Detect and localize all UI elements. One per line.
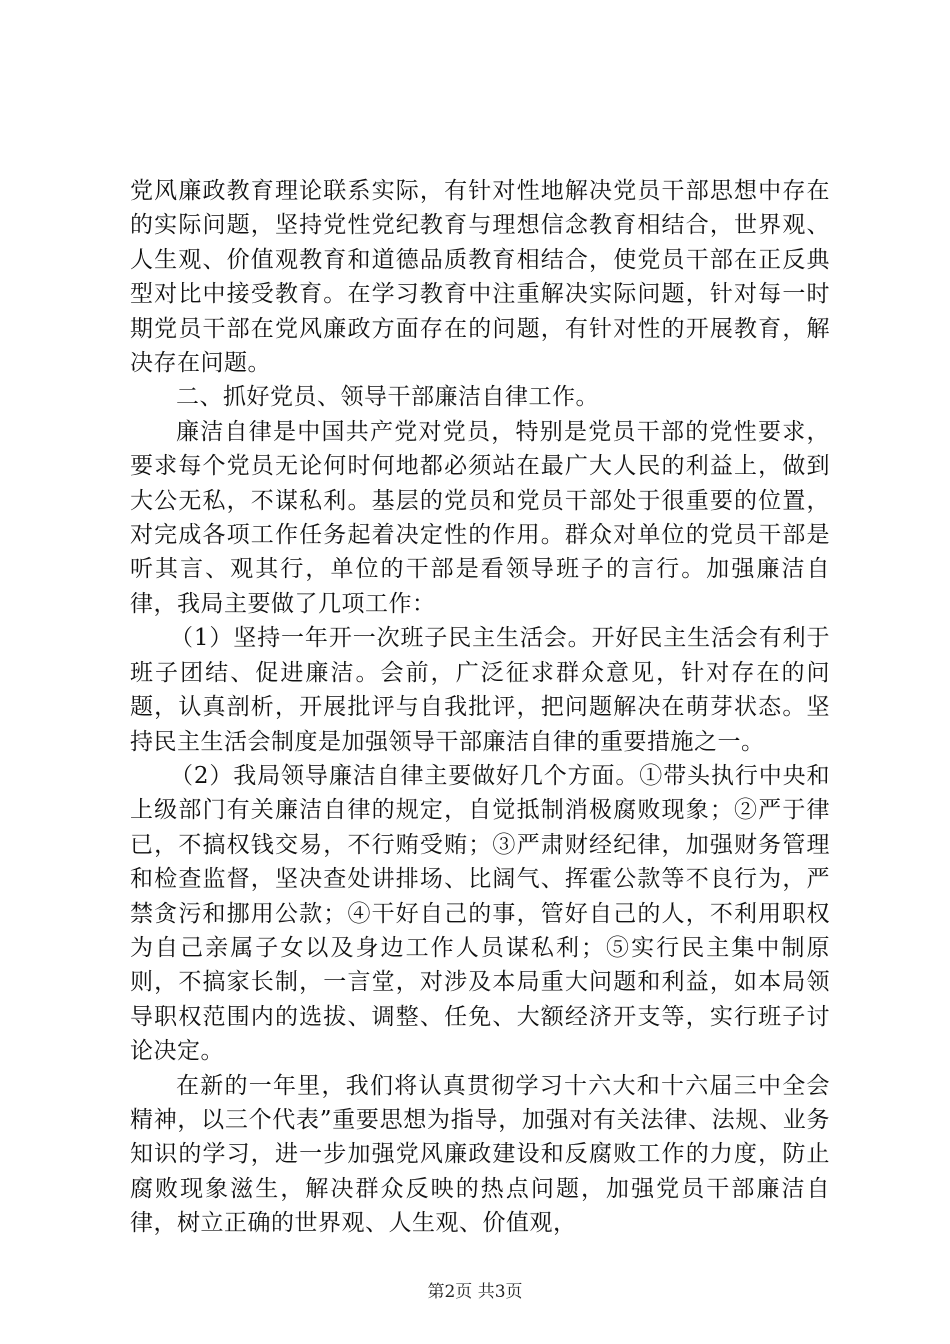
paragraph-4: （1）坚持一年开一次班子民主生活会。开好民主生活会有利于班子团结、促进廉洁。会前，广泛征求群众意见，针对存在的问题，认真剖析，开展批评与自我批评，把问题解决在萌芽状态。坚持民主生活会制度是加强领导干部廉洁自律的重要措施之一。: [130, 625, 830, 755]
page-number-footer: 第2页 共3页: [427, 1282, 523, 1302]
paragraph-6: 在新的一年里，我们将认真贯彻学习十六大和十六届三中全会精神，以三个代表”重要思想为指导，加强对有关法律、法规、业务知识的学习，进一步加强党风廉政建设和反腐败工作的力度，防止腐败现象滋生，解决群众反映的热点问题，加强党员干部廉洁自律，树立正确的世界观、人生观、价值观，: [130, 1072, 830, 1237]
document-body: [130, 174, 830, 1241]
paragraph-3: 廉洁自律是中国共产党对党员，特别是党员干部的党性要求，要求每个党员无论何时何地都必须站在最广大人民的利益上，做到大公无私，不谋私利。基层的党员和党员干部处于很重要的位置，对完成各项工作任务起着决定性的作用。群众对单位的党员干部是听其言、观其行，单位的干部是看领导班子的言行。加强廉洁自律，我局主要做了几项工作：: [130, 418, 830, 617]
section-heading-2: 二、抓好党员、领导干部廉洁自律工作。: [176, 384, 599, 411]
paragraph-5: （2）我局领导廉洁自律主要做好几个方面。①带头执行中央和上级部门有关廉洁自律的规定，自觉抵制消极腐败现象；②严于律已，不搞权钱交易，不行贿受贿；③严肃财经纪律，加强财务管理和检查监督，坚决查处讲排场、比阔气、挥霍公款等不良行为，严禁贪污和挪用公款；④干好自己的事，管好自己的人，不利用职权为自己亲属子女以及身边工作人员谋私利；⑤实行民主集中制原则，不搞家长制，一言堂，对涉及本局重大问题和利益，如本局领导职权范围内的选拔、调整、任免、大额经济开支等，实行班子讨论决定。: [130, 762, 830, 1065]
paragraph-1: 党风廉政教育理论联系实际，有针对性地解决党员干部思想中存在的实际问题，坚持党性党纪教育与理想信念教育相结合，世界观、人生观、价值观教育和道德品质教育相结合，使党员干部在正反典型对比中接受教育。在学习教育中注重解决实际问题，针对每一时期党员干部在党风廉政方面存在的问题，有针对性的开展教育，解决存在问题。: [130, 178, 830, 377]
